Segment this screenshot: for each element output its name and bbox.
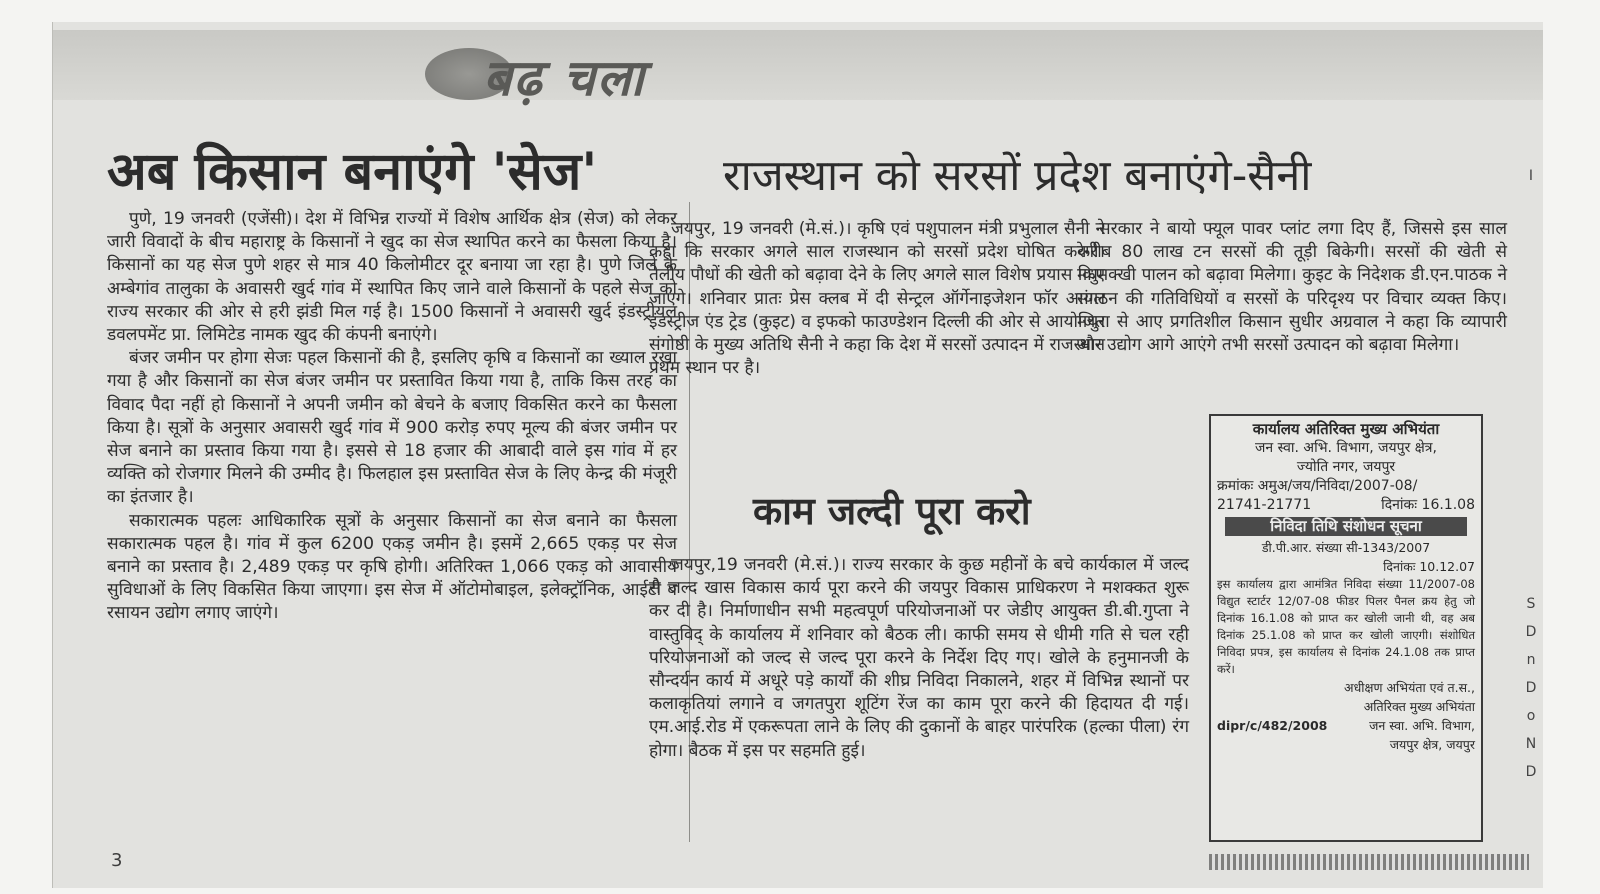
left-paragraph: पुणे, 19 जनवरी (एजेंसी)। देश में विभिन्न राज्यों में विशेष आर्थिक क्षेत्र (सेज) को लेकर जारी विवादों के बीच महाराष्ट्र के किसानों ने खुद का सेज स्थापित करने का फैसला किया है। किसानों का यह सेज पुणे शहर से मात्र 40 किलोमीटर दूर बनाया जा रहा है। पुणे जिले के अम्बेगांव तालुका के अवासरी खुर्द गांव में स्थापित किए जाने वाले किसानों के पहले सेज को राज्य सरकार की ओर से हरी झंडी मिल गई है। 1500 किसानों ने अवासरी खुर्द इंडस्ट्रीयल डवलपमेंट प्रा. लिमिटेड नामक खुद की कंपनी बनाएंगे। [107,209,677,346]
article-paragraph: जयपुर, 19 जनवरी (मे.सं.)। कृषि एवं पशुपालन मंत्री प्रभुलाल सैनी ने कहा कि सरकार अगले साल राजस्थान को सरसों प्रदेश घोषित करेगी। तेलीय पौधों की खेती को बढ़ावा देने के लिए अगले साल विशेष प्रयास किए जाएंगे। शनिवार प्रातः प्रेस क्लब में दी सेन्ट्रल ऑर्गेनाइजेशन फॉर आयल इंडस्ट्रीज एंड ट्रेड (कुइट) व इफको फाउण्डेशन दिल्ली की ओर से आयोजित संगोष्ठी के मुख्य अतिथि सैनी ने कहा कि देश में सरसों उत्पादन में राजस्थान प्रथम स्थान पर है। [649,219,1105,379]
left-paragraph: बंजर जमीन पर होगा सेजः पहल किसानों की है, इसलिए कृषि व किसानों का ख्याल रखा गया है और किसानों का सेज बंजर जमीन पर प्रस्तावित किया गया है, ताकि किस तरह का विवाद पैदा नहीं हो किसानों ने अपनी जमीन को बेचने के बजाए विकसित करने का फैसला किया है। सूत्रों के अनुसार अवासरी खुर्द गांव में 900 करोड़ रुपए मूल्य की बंजर जमीन पर सेज बनाने का प्रस्ताव किया गया है। इससे से 18 हजार की आबादी वाले इस गांव में हर व्यक्ति को रोजगार मिलने की उम्मीद है। फिलहाल इस प्रस्तावित सेज के लिए केन्द्र की मंजूरी का इंतजार है। [107,348,677,508]
notice-title: निविदा तिथि संशोधन सूचना [1225,517,1467,536]
notice-sign-line2: अतिरिक्त मुख्य अभियंता [1363,699,1475,714]
notice-office-line2: जन स्वा. अभि. विभाग, जयपुर क्षेत्र, [1255,440,1437,456]
notice-office-line3: ज्योति नगर, जयपुर [1296,459,1396,475]
notice-ref-date: दिनांकः 16.1.08 [1381,497,1475,513]
edge-letter: S [1526,596,1536,612]
masthead-band [53,30,1543,107]
right-article-col1 [649,218,1105,380]
edge-letter: D [1525,680,1537,696]
notice-body: इस कार्यालय द्वारा आमंत्रित निविदा संख्या 11/2007-08 विद्युत स्टार्टर 12/07-08 फीडर पिलर पैनल क्रय हेतु जो दिनांक 16.1.08 को प्राप्त कर खोली जानी थी, वह अब दिनांक 25.1.08 को प्राप्त कर खोली जाएगी। संशोधित निविदा प्रपत्र, इस कार्यालय से दिनांक 24.1.08 तक प्राप्त करें। [1217,577,1475,676]
left-paragraph: सकारात्मक पहलः आधिकारिक सूत्रों के अनुसार किसानों का सेज बनाने का फैसला सकारात्मक पहल है। गांव में कुल 6200 एकड़ जमीन है। इसमें 2,665 एकड़ पर सेज बनाने का प्रस्ताव है। 2,489 एकड़ पर कृषि होगी। अतिरिक्त 1,066 एकड़ को आवासीय सुविधाओं के लिए विकसित किया जाएगा। इस सेज में ऑटोमोबाइल, इलेक्ट्रॉनिक, आईटी व रसायन उद्योग लगाए जाएंगे। [107,510,677,624]
notice-subref: डी.पी.आर. संख्या सी-1343/2007 [1261,540,1431,555]
article-paragraph: सरकार ने बायो फ्यूल पावर प्लांट लगा दिए हैं, जिससे इस साल करीब 80 लाख टन सरसों की तूड़ी बिकेगी। सरसों की खेती से मधुमक्खी पालन को बढ़ावा मिलेगा। कुइट के निदेशक डी.एन.पाठक ने संगठन की गतिविधियों व सरसों के परिदृश्य पर विचार व्यक्त किए। मथुरा से आए प्रगतिशील किसान सुधीर अग्रवाल ने कहा कि व्यापारी और उद्योग आगे आएंगे तभी सरसों उत्पादन को बढ़ावा मिलेगा। [1077,219,1507,356]
adjacent-column-edge [1519,162,1543,842]
right-article-headline: राजस्थान को सरसों प्रदेश बनाएंगे-सैनी [723,151,1312,201]
notice-sign-line3: जन स्वा. अभि. विभाग, [1369,718,1475,733]
edge-letter: o [1526,708,1536,724]
middle-article-body [649,554,1189,763]
edge-letter: n [1526,652,1536,668]
middle-article-headline: काम जल्दी पूरा करो [753,489,1031,533]
article-paragraph: जयपुर,19 जनवरी (मे.सं.)। राज्य सरकार के कुछ महीनों के बचे कार्यकाल में जल्द से जल्द खास विकास कार्य पूरा करने की जयपुर विकास प्राधिकरण ने मशक्कत शुरू कर दी है। निर्माणाधीन सभी महत्वपूर्ण परियोजनाओं पर जेडीए आयुक्त डी.बी.गुप्ता ने वास्तुविद् के कार्यालय में शनिवार को बैठक ली। काफी समय से धीमी गति से चल रही परियोजनाओं को जल्द से जल्द पूरा करने के निर्देश दिए गए। खोले के हनुमानजी के सौन्दर्यन कार्य में अधूरे पड़े कार्यों की शीघ्र निविदा निकालने, शहर में विभिन्न स्थानों पर कलाकृतियां लगाने व जगतपुरा शूटिंग रेंज का काम पूरा करने की हिदायत दी गई। एम.आई.रोड में एकरूपता लाने के लिए की दुकानों के बाहर पारंपरिक (हल्का पीला) रंग होगा। बैठक में इस पर सहमति हुई। [649,555,1189,761]
masthead-logo: बढ़ चला [483,49,646,107]
notice-ref-number: 21741-21771 [1217,497,1312,513]
notice-dipr-code: dipr/c/482/2008 [1217,718,1328,733]
left-article-headline: अब किसान बनाएंगे 'सेज' [107,142,598,202]
page-number: 3 [111,850,123,871]
notice-ref: क्रमांकः अमुअ/जय/निविदा/2007-08/ [1217,478,1418,494]
barcode-strip [1209,854,1529,870]
notice-office-line1: कार्यालय अतिरिक्त मुख्य अभियंता [1252,420,1440,438]
edge-letter: N [1525,736,1537,752]
edge-letter: D [1525,764,1537,780]
right-article-col2 [1077,218,1507,357]
notice-sign-line1: अधीक्षण अभियंता एवं त.स., [1344,680,1475,695]
notice-subdate: दिनांकः 10.12.07 [1383,559,1475,574]
tender-notice-box [1209,414,1483,842]
newspaper-page [52,22,1543,888]
edge-letter: I [1528,168,1534,184]
notice-sign-line4: जयपुर क्षेत्र, जयपुर [1389,737,1475,752]
edge-letter: D [1525,624,1537,640]
left-article-body [107,208,677,626]
